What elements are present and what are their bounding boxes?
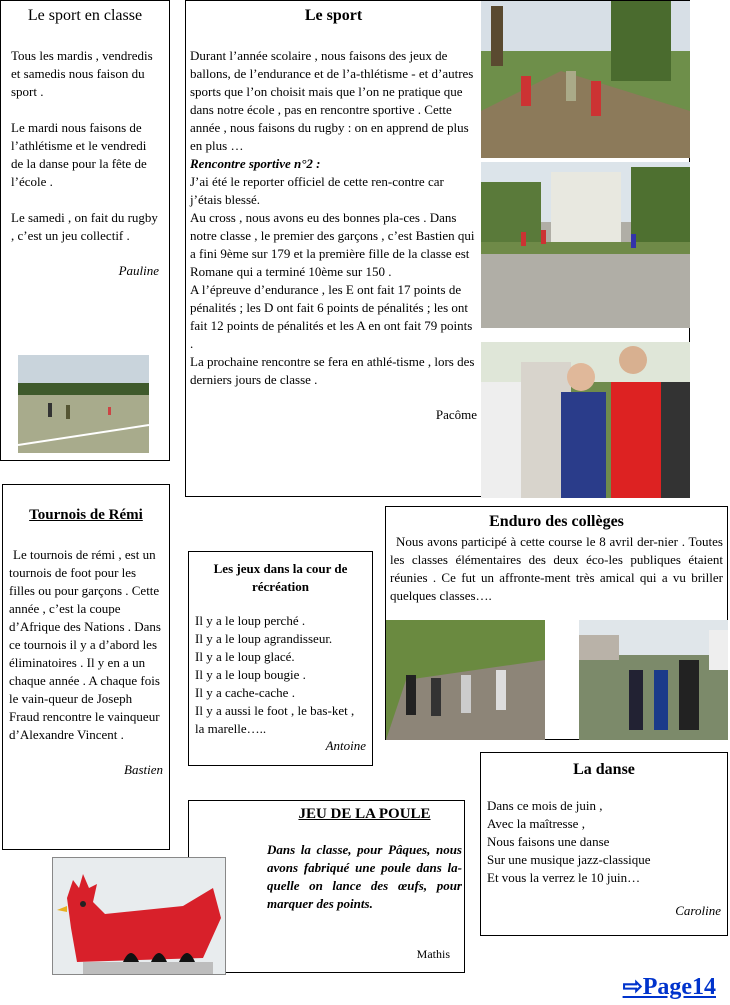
le-sport-author: Pacôme	[435, 407, 477, 422]
poule-box	[188, 800, 465, 973]
tournois-box	[2, 484, 170, 850]
sport-en-classe-author: Pauline	[118, 263, 159, 278]
poule-body: Dans la classe, pour Pâques, nous avons fabriqué une poule dans la-quelle on lance des œufs, pour marquer des points.	[267, 842, 462, 911]
le-sport-p1: Durant l’année scolaire , nous faisons des jeux de ballons, de l’endurance et de l’a-thlétisme - et d’autres sports que l’on choisit mais que l’on ne pratique que dans notre école , pas en rencontre sportive . Cette année , nous faisons du rugby : on en apprend de plus en plus …	[190, 48, 474, 153]
enduro-body: Nous avons participé à cette course le 8 avril der-nier . Toutes les classes élémentaires des deux éco-les publiques étaient réunies . Ce fut un affronte-ment très amical qui a vu briller quelques classes….	[390, 534, 723, 603]
next-page-link[interactable]: ⇨Page14	[622, 974, 716, 1000]
poule-title: JEU DE LA POULE	[298, 806, 431, 822]
le-sport-subtitle: Rencontre sportive n°2 :	[190, 156, 321, 171]
le-sport-box	[185, 0, 690, 497]
kids-running-photo	[481, 1, 690, 158]
poule-author: Mathis	[416, 947, 450, 961]
danse-line-2: Avec la maîtresse ,	[487, 816, 585, 831]
jeux-cour-line-1: Il y a le loup perché .	[195, 613, 306, 628]
jeux-cour-line-2: Il y a le loup agrandisseur.	[195, 631, 333, 646]
danse-line-5: Et vous la verrez le 10 juin…	[487, 870, 641, 885]
rugby-field-photo	[18, 355, 149, 453]
tournois-author: Bastien	[124, 762, 163, 777]
le-sport-p5: La prochaine rencontre se fera en athlé-tisme , lors des derniers jours de classe .	[190, 354, 475, 387]
jeux-cour-box	[188, 551, 373, 766]
sport-en-classe-p2: Le mardi nous faisons de l’athlétisme et le vendredi de la danse pour la fête de l’école .	[11, 120, 147, 189]
danse-box	[480, 752, 728, 936]
danse-title: La danse	[573, 761, 635, 778]
enduro-title: Enduro des collèges	[489, 513, 624, 530]
jeux-cour-title: Les jeux dans la cour de récréation	[213, 561, 348, 594]
danse-line-4: Sur une musique jazz-classique	[487, 852, 651, 867]
jeux-cour-author: Antoine	[325, 738, 366, 753]
jeux-cour-line-6: Il y a aussi le foot , le bas-ket , la marelle…..	[195, 703, 355, 736]
danse-line-3: Nous faisons une danse	[487, 834, 610, 849]
jeux-cour-line-4: Il y a le loup bougie .	[195, 667, 306, 682]
tournois-title: Tournois de Rémi	[29, 507, 143, 523]
le-sport-p4: A l’épreuve d’endurance , les E ont fait 17 points de pénalités ; les D ont fait 6 points de pénalités ; les ont fait 12 points de pénalités et les A en ont fait 79 points .	[190, 282, 473, 351]
danse-line-1: Dans ce mois de juin ,	[487, 798, 603, 813]
jeux-cour-line-3: Il y a le loup glacé.	[195, 649, 295, 664]
sport-en-classe-p1: Tous les mardis , vendredis et samedis nous faison du sport .	[11, 48, 153, 99]
jeux-cour-line-5: Il y a cache-cache .	[195, 685, 295, 700]
le-sport-p3: Au cross , nous avons eu des bonnes pla-ces . Dans notre classe , le premier des garçons , c’est Bastien qui a fini 9ème sur 179 et la première fille de la classe est Romane qui a terminé 10ème sur 150 .	[190, 210, 475, 279]
enduro-runners-photo	[386, 620, 545, 740]
sport-en-classe-p3: Le samedi , on fait du rugby , c’est un jeu collectif .	[11, 210, 158, 243]
danse-author: Caroline	[675, 903, 721, 918]
sport-en-classe-title: Le sport en classe	[27, 7, 143, 24]
le-sport-title: Le sport	[304, 7, 363, 24]
enduro-box	[385, 506, 728, 740]
le-sport-p2: J’ai été le reporter officiel de cette ren-contre car j’étais blessé.	[190, 174, 444, 207]
cross-race-photo	[481, 162, 690, 328]
enduro-crowd-photo	[579, 620, 728, 740]
boys-medals-photo	[481, 342, 690, 498]
paper-hen-photo	[52, 857, 226, 975]
tournois-body: Le tournois de rémi , est un tournois de foot pour les filles ou pour garçons . Cette année , c’est la coupe d’Afrique des Nations . Dans ce tournois il y a d’abord les éliminatoires . Il y en a un chaque année . A chaque fois le vain-queur de Joseph Fraud rencontre le vainqueur d’Alexandre Vincent .	[9, 547, 161, 742]
sport-en-classe-box	[0, 0, 170, 461]
